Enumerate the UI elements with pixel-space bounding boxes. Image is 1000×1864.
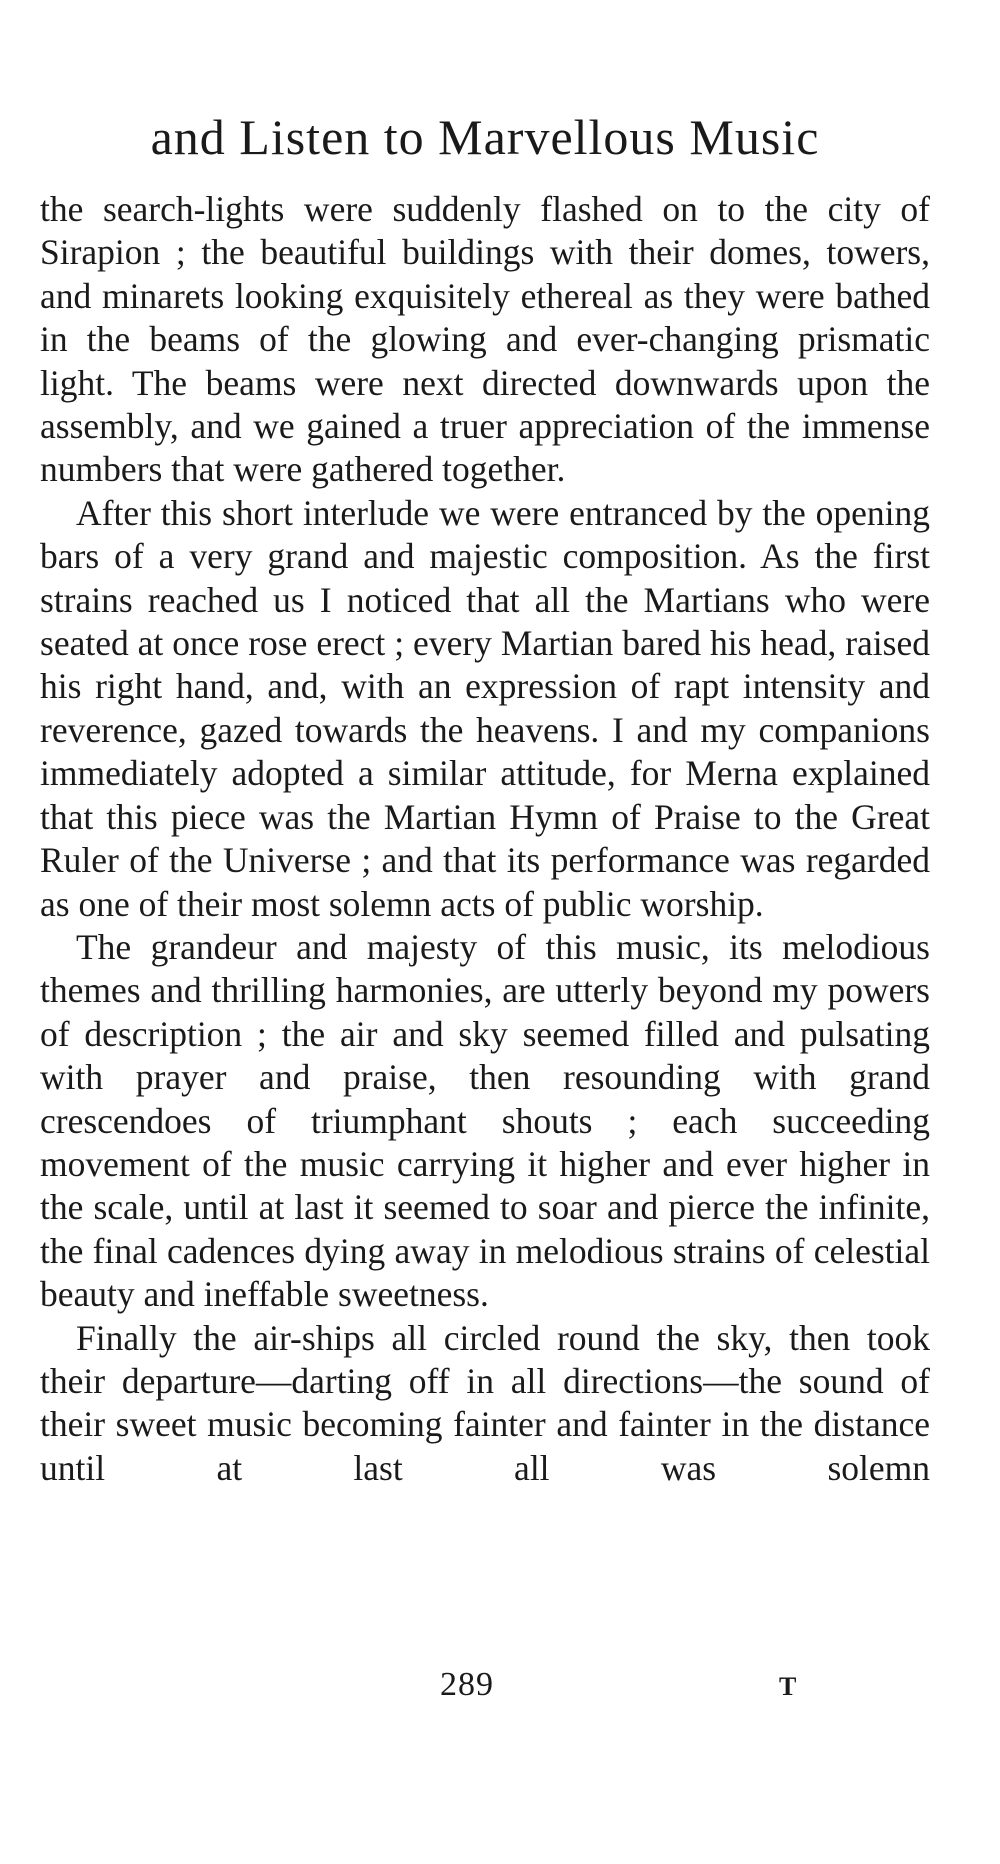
running-head: and Listen to Marvellous Music (150, 109, 820, 165)
page-number: 289 (440, 1666, 494, 1703)
body-text (40, 188, 930, 1490)
paragraph-3: The grandeur and majesty of this music, its melodious themes and thrilling harmonies, are utterly beyond my powers of description ; the air and sky seemed filled and pulsating with prayer and praise, then resounding with grand crescendoes of triumphant shouts ; each succeeding movement of the music carrying it higher and ever higher in the scale, until at last it seemed to soar and pierce the infinite, the final cadences dying away in melodious strains of celestial beauty and ineffable sweetness. (40, 926, 930, 1315)
paragraph-2: After this short interlude we were entranced by the opening bars of a very grand and majestic composition. As the first strains reached us I noticed that all the Martians who were seated at once rose erect ; every Martian bared his head, raised his right hand, and, with an expression of rapt intensity and reverence, gazed towards the heavens. I and my companions immediately adopted a similar attitude, for Merna explained that this piece was the Martian Hymn of Praise to the Great Ruler of the Universe ; and that its performance was regarded as one of their most solemn acts of public worship. (40, 492, 930, 924)
paragraph-4: Finally the air-ships all circled round the sky, then took their departure—darting off in all directions—the sound of their sweet music becoming fainter and fainter in the distance until at last all was solemn (40, 1317, 930, 1488)
signature-mark: T (779, 1672, 797, 1701)
paragraph-1: the search-lights were suddenly flashed on to the city of Sirapion ; the beautiful buildings with their domes, towers, and minarets looking exquisitely ethereal as they were bathed in the beams of the glowing and ever-changing prismatic light. The beams were next directed downwards upon the assembly, and we gained a truer appreciation of the immense numbers that were gathered together. (40, 189, 930, 490)
